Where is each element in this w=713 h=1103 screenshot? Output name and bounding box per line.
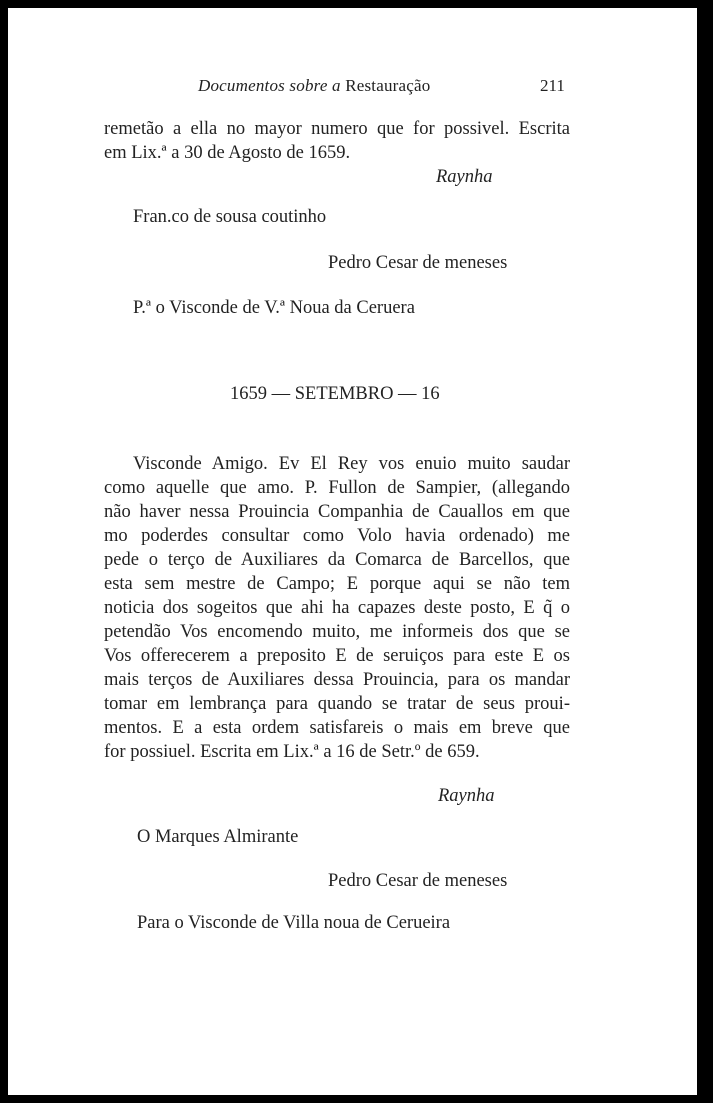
- letter2-line-8: petendão Vos encomendo muito, me informeis dos que se: [104, 622, 570, 642]
- running-header: [198, 76, 430, 96]
- letter2-line-3: não haver nessa Prouincia Companhia de Cauallos em que: [104, 502, 570, 522]
- letter2-line-11: tomar em lembrança para quando se tratar de seus proui-: [104, 694, 570, 714]
- letter1-signature: Raynha: [436, 167, 493, 187]
- running-title-roman: Restauração: [345, 76, 431, 95]
- letter2-line-6: esta sem mestre de Campo; E porque aqui se não tem: [104, 574, 570, 594]
- letter2-line-7: noticia dos sogeitos que ahi ha capazes deste posto, E q̃ o: [104, 598, 570, 618]
- page-number: 211: [540, 76, 565, 95]
- letter2-line-12: mentos. E a esta ordem satisfareis o mais em breve que: [104, 718, 570, 738]
- letter1-secretary: Fran.co de sousa coutinho: [133, 207, 327, 227]
- letter1-line-2: em Lix.ª a 30 de Agosto de 1659.: [104, 143, 351, 163]
- letter2-salutation-name: O Marques Almirante: [137, 827, 299, 847]
- letter2-line-4: mo poderdes consultar como Volo havia ordenado) me: [104, 526, 570, 546]
- letter1-addressee: P.ª o Visconde de V.ª Noua da Ceruera: [133, 298, 415, 318]
- letter2-line-1: Visconde Amigo. Ev El Rey vos enuio muito saudar: [133, 454, 570, 474]
- letter2-signatory: Pedro Cesar de meneses: [328, 871, 508, 891]
- letter2-signature: Raynha: [438, 786, 495, 806]
- running-title-italic: Documentos sobre a: [198, 76, 341, 95]
- letter2-line-9: Vos offerecerem a preposito E de seruiços para este E os: [104, 646, 570, 666]
- letter1-line-1: remetão a ella no mayor numero que for possivel. Escrita: [104, 119, 570, 139]
- letter2-addressee: Para o Visconde de Villa noua de Cerueira: [137, 913, 451, 933]
- letter2-line-2: como aquelle que amo. P. Fullon de Sampier, (allegando: [104, 478, 570, 498]
- letter2-line-10: mais terços de Auxiliares dessa Prouincia, para os mandar: [104, 670, 570, 690]
- letter1-signatory: Pedro Cesar de meneses: [328, 253, 508, 273]
- book-page: [8, 8, 697, 1095]
- letter2-line-13: for possiuel. Escrita em Lix.ª a 16 de Setr.º de 659.: [104, 742, 480, 762]
- letter2-date-heading: 1659 — SETEMBRO — 16: [230, 384, 440, 404]
- letter2-line-5: pede o terço de Auxiliares da Comarca de Barcellos, que: [104, 550, 570, 570]
